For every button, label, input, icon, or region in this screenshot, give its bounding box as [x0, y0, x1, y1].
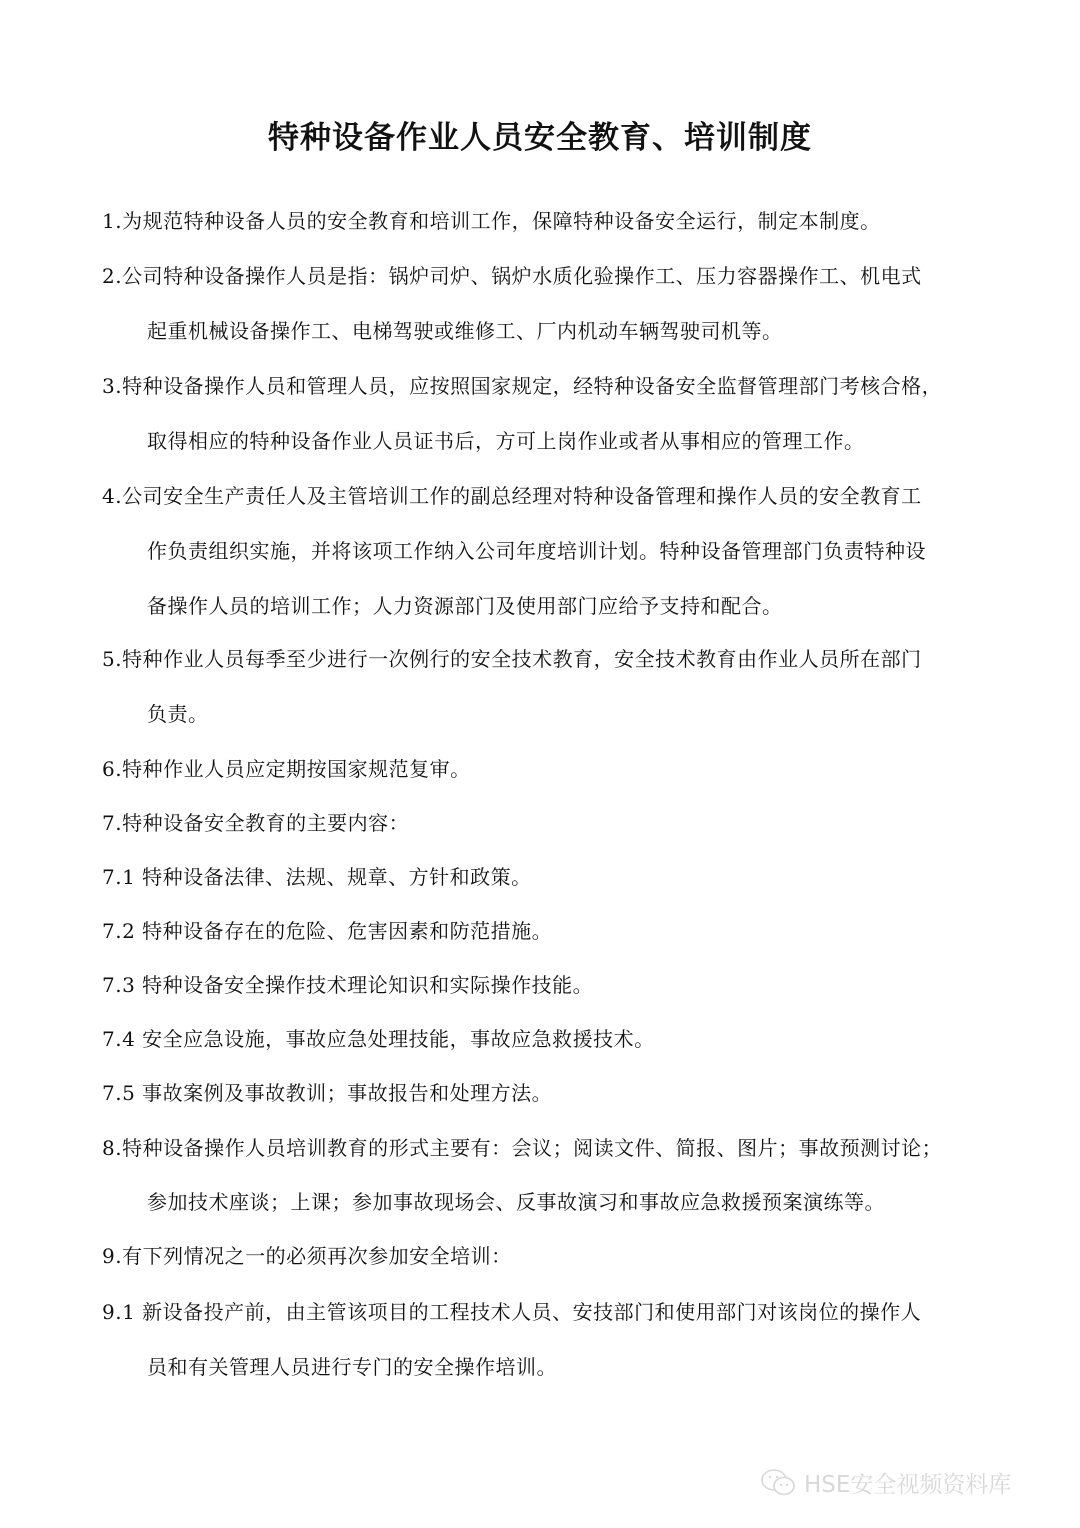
paragraph-line: 9.有下列情况之一的必须再次参加安全培训： — [102, 1244, 512, 1268]
paragraph-line: 2.公司特种设备操作人员是指：锅炉司炉、锅炉水质化验操作工、压力容器操作工、机电式 — [102, 264, 922, 288]
paragraph-continuation: 起重机械设备操作工、电梯驾驶或维修工、厂内机动车辆驾驶司机等。 — [147, 319, 783, 343]
paragraph-line: 5.特种作业人员每季至少进行一次例行的安全技术教育，安全技术教育由作业人员所在部门 — [102, 647, 922, 671]
paragraph-line: 3.特种设备操作人员和管理人员，应按照国家规定，经特种设备安全监督管理部门考核合格， — [102, 374, 943, 398]
paragraph-line: 6.特种作业人员应定期按国家规范复审。 — [102, 757, 471, 781]
paragraph-line: 4.公司安全生产责任人及主管培训工作的副总经理对特种设备管理和操作人员的安全教育工 — [102, 484, 922, 508]
paragraph-continuation: 作负责组织实施，并将该项工作纳入公司年度培训计划。特种设备管理部门负责特种设 — [147, 539, 926, 563]
paragraph-line: 7.2 特种设备存在的危险、危害因素和防范措施。 — [102, 919, 553, 943]
watermark-text: HSE安全视频资料库 — [804, 1472, 1012, 1498]
paragraph-line: 7.特种设备安全教育的主要内容： — [102, 811, 410, 835]
paragraph-continuation: 参加技术座谈；上课；参加事故现场会、反事故演习和事故应急救援预案演练等。 — [147, 1190, 885, 1214]
wechat-icon — [760, 1468, 798, 1498]
paragraph-continuation: 备操作人员的培训工作；人力资源部门及使用部门应给予支持和配合。 — [147, 594, 783, 618]
paragraph-line: 7.3 特种设备安全操作技术理论知识和实际操作技能。 — [102, 973, 594, 997]
paragraph-continuation: 负责。 — [147, 702, 209, 726]
document-title: 特种设备作业人员安全教育、培训制度 — [268, 120, 812, 156]
watermark — [760, 1466, 1011, 1499]
paragraph-line: 1.为规范特种设备人员的安全教育和培训工作，保障特种设备安全运行，制定本制度。 — [102, 209, 881, 233]
paragraph-continuation: 员和有关管理人员进行专门的安全操作培训。 — [147, 1355, 557, 1379]
paragraph-continuation: 取得相应的特种设备作业人员证书后，方可上岗作业或者从事相应的管理工作。 — [147, 429, 865, 453]
paragraph-line: 9.1 新设备投产前，由主管该项目的工程技术人员、安技部门和使用部门对该岗位的操作人 — [102, 1300, 922, 1324]
paragraph-line: 7.1 特种设备法律、法规、规章、方针和政策。 — [102, 865, 532, 889]
paragraph-line: 7.4 安全应急设施，事故应急处理技能，事故应急救援技术。 — [102, 1027, 655, 1051]
paragraph-line: 7.5 事故案例及事故教训；事故报告和处理方法。 — [102, 1081, 553, 1105]
paragraph-line: 8.特种设备操作人员培训教育的形式主要有：会议；阅读文件、简报、图片；事故预测讨论； — [102, 1136, 943, 1160]
